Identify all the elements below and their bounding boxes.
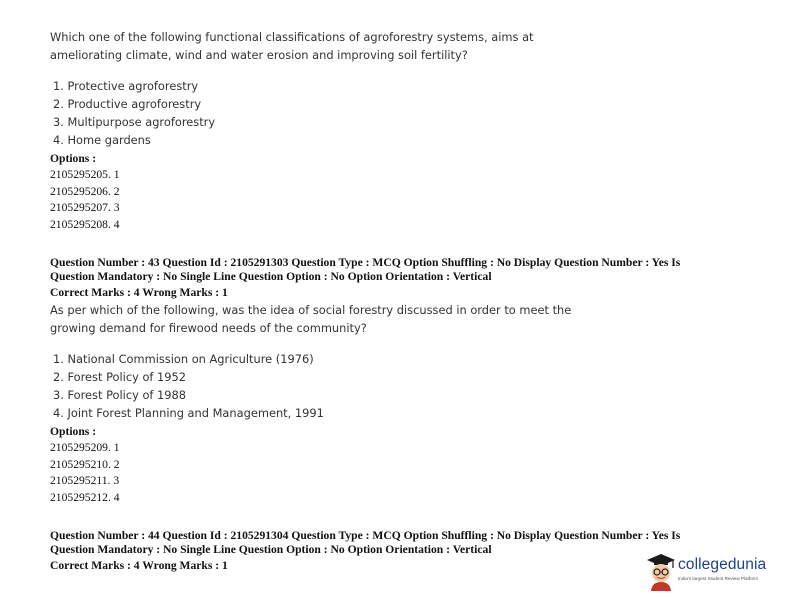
logo-wordmark: collegedunia (678, 556, 767, 573)
q42-question-line2: ameliorating climate, wind and water erosion and improving soil fertility? (50, 48, 468, 62)
collegedunia-logo (644, 551, 784, 593)
q43-options-label: Options : (50, 425, 97, 438)
q43-meta-line2: Question Mandatory : No Single Line Question Option : No Option Orientation : Vertical (50, 270, 492, 283)
q43-meta-line1: Question Number : 43 Question Id : 2105291303 Question Type : MCQ Option Shuffling : No Display Question Number : Yes Is (50, 256, 681, 269)
graduate-mascot-icon (644, 551, 678, 591)
q42-choice-1: 1. Protective agroforestry (53, 79, 199, 93)
q43-choice-2: 2. Forest Policy of 1952 (53, 370, 187, 384)
q43-question-line1: As per which of the following, was the idea of social forestry discussed in order to meet the (50, 303, 572, 317)
q42-option-4: 2105295208. 4 (50, 218, 120, 231)
q44-marks: Correct Marks : 4 Wrong Marks : 1 (50, 559, 228, 572)
q42-option-1: 2105295205. 1 (50, 168, 120, 181)
q44-meta-line1: Question Number : 44 Question Id : 2105291304 Question Type : MCQ Option Shuffling : No Display Question Number : Yes Is (50, 529, 681, 542)
q43-marks: Correct Marks : 4 Wrong Marks : 1 (50, 286, 228, 299)
q42-choice-3: 3. Multipurpose agroforestry (53, 115, 216, 129)
q42-choice-4: 4. Home gardens (53, 133, 151, 147)
q42-question-line1: Which one of the following functional classifications of agroforestry systems, aims at (50, 30, 534, 44)
q43-option-1: 2105295209. 1 (50, 441, 120, 454)
q42-option-2: 2105295206. 2 (50, 185, 120, 198)
q43-option-4: 2105295212. 4 (50, 491, 120, 504)
q42-option-3: 2105295207. 3 (50, 201, 120, 214)
q43-question-line2: growing demand for firewood needs of the community? (50, 321, 367, 335)
q43-option-2: 2105295210. 2 (50, 458, 120, 471)
q44-meta-line2: Question Mandatory : No Single Line Question Option : No Option Orientation : Vertical (50, 543, 492, 556)
q42-choice-2: 2. Productive agroforestry (53, 97, 202, 111)
logo-tagline: India's largest Student Review Platform (678, 576, 759, 581)
q43-choice-1: 1. National Commission on Agriculture (1976) (53, 352, 314, 366)
q43-choice-3: 3. Forest Policy of 1988 (53, 388, 187, 402)
q42-options-label: Options : (50, 152, 97, 165)
q43-option-3: 2105295211. 3 (50, 474, 120, 487)
q43-choice-4: 4. Joint Forest Planning and Management, 1991 (53, 406, 324, 420)
